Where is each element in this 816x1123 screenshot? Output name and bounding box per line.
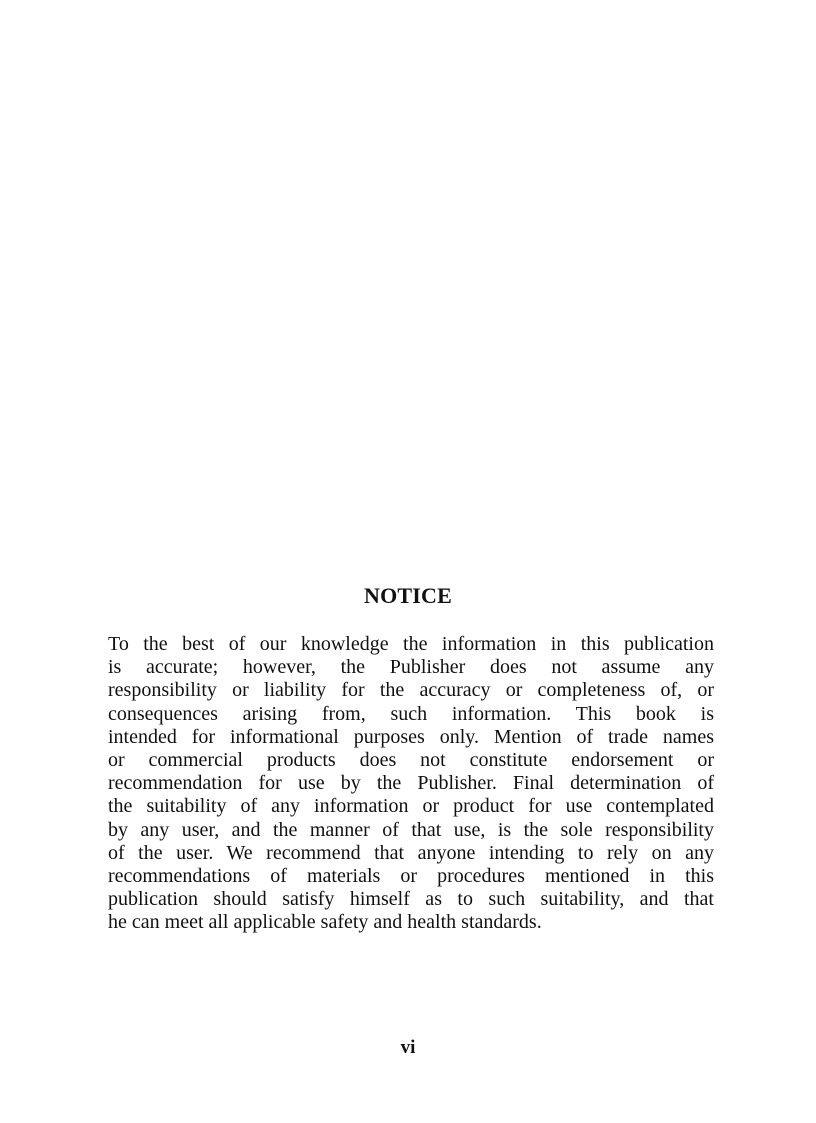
notice-line: by any user, and the manner of that use, is the sole responsibility — [108, 818, 714, 841]
notice-line: he can meet all applicable safety and health standards. — [108, 911, 542, 934]
notice-line: is accurate; however, the Publisher does not assume any — [108, 656, 714, 679]
page-number: vi — [400, 1037, 416, 1058]
notice-line: publication should satisfy himself as to such suitability, and that — [108, 888, 714, 911]
notice-line: responsibility or liability for the accuracy or completeness of, or — [108, 679, 714, 702]
notice-body — [108, 633, 714, 935]
notice-line: consequences arising from, such information. This book is — [108, 702, 714, 725]
notice-line: of the user. We recommend that anyone intending to rely on any — [108, 841, 714, 864]
notice-title: NOTICE — [364, 583, 452, 608]
notice-line: To the best of our knowledge the information in this publication — [108, 633, 714, 655]
notice-line: recommendations of materials or procedures mentioned in this — [108, 865, 714, 888]
notice-line: intended for informational purposes only. Mention of trade names — [108, 725, 714, 748]
notice-line: the suitability of any information or product for use contemplated — [108, 795, 714, 818]
notice-line: or commercial products does not constitute endorsement or — [108, 749, 714, 772]
notice-line: recommendation for use by the Publisher. Final determination of — [108, 772, 714, 795]
